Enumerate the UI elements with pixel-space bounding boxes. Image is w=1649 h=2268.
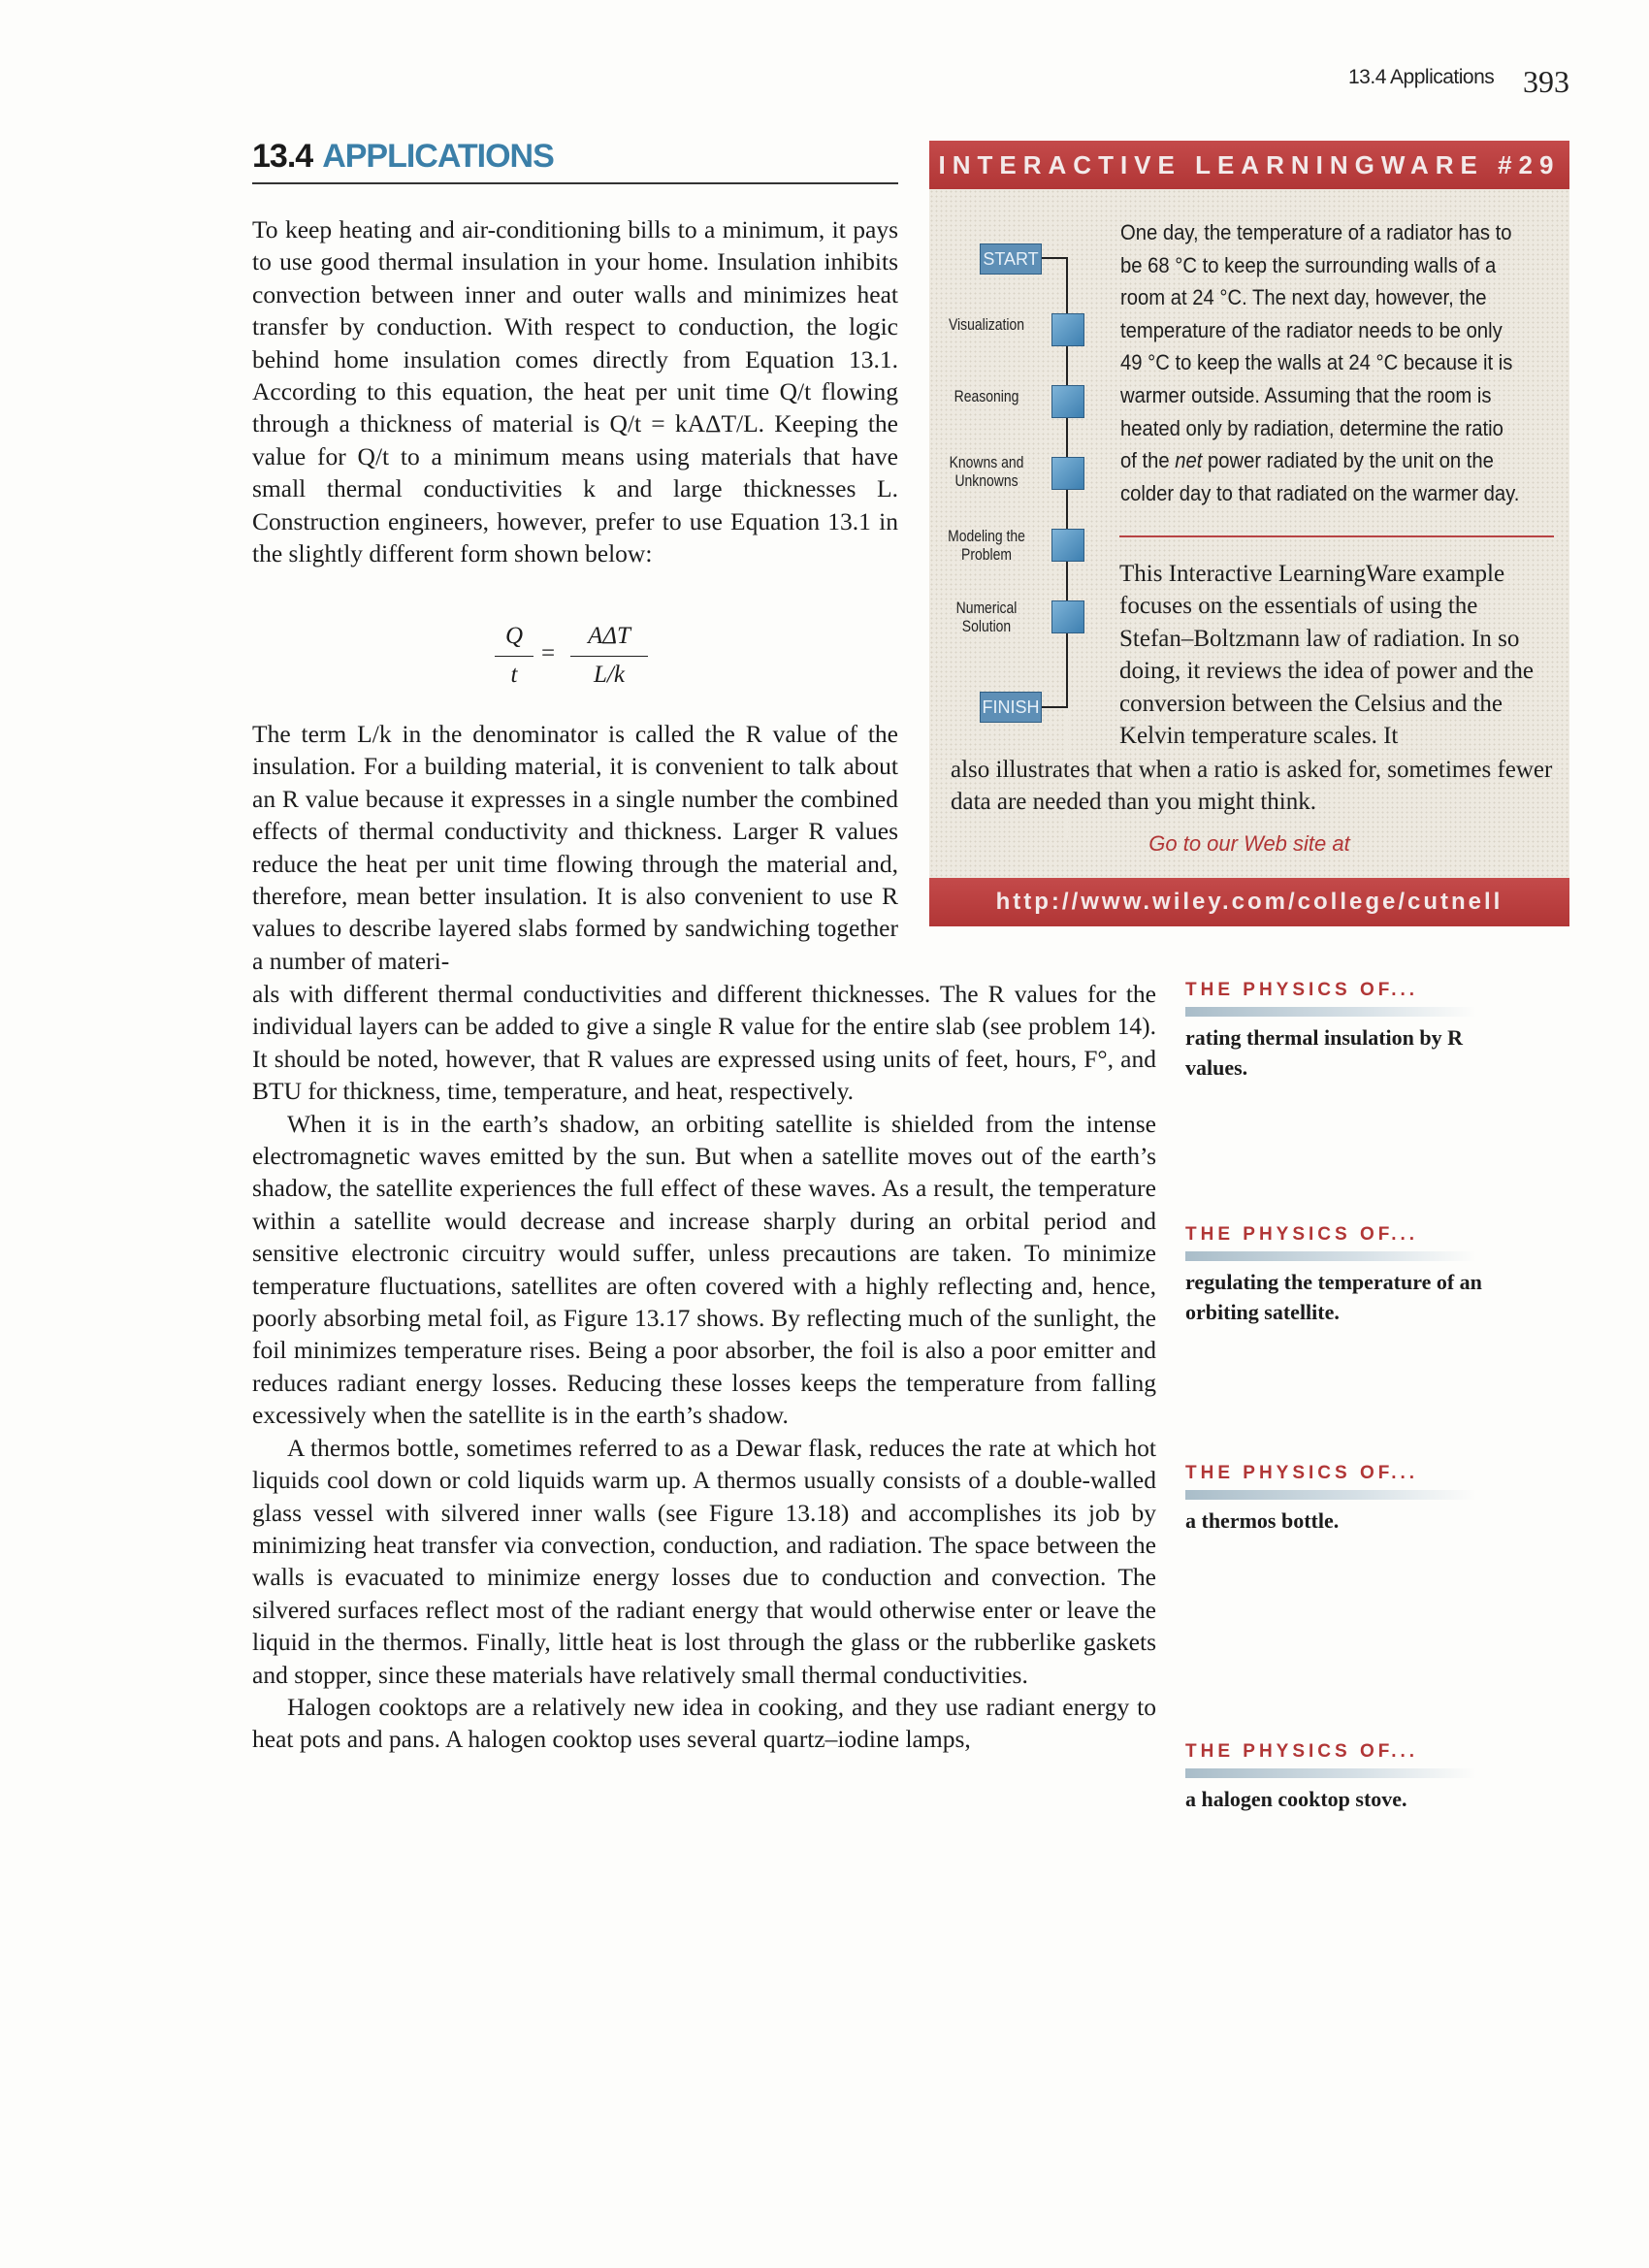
ilw-website-prompt: Go to our Web site at <box>1148 831 1350 856</box>
flow-connector <box>1040 706 1067 708</box>
section-title: APPLICATIONS <box>322 138 554 175</box>
equation-r-value <box>485 623 660 700</box>
equals-sign: = <box>541 640 556 666</box>
ilw-description-continued: also illustrates that when a ratio is asked for, sometimes fewer data are needed than you might think. <box>951 757 1553 816</box>
sidebar-bar <box>1185 1490 1476 1500</box>
equation-rhs-numerator: AΔT <box>588 623 630 649</box>
sidebar-heading: THE PHYSICS OF... <box>1185 1224 1419 1245</box>
physics-sidebar <box>1185 1224 1505 1327</box>
start-tag: START <box>980 243 1042 275</box>
step-reasoning-square <box>1051 385 1084 418</box>
intro-paragraph: To keep heating and air-conditioning bills to a minimum, it pays to use good thermal insulation in your home. Insulation inhibits convection between inner and outer walls and minimizes heat transfer by conduction. With respect to conduction, the logic behind home insulation comes directly from Equation 13.1. According to this equation, the heat per unit time Q/t flowing through a thickness of material is Q/t = kAΔT/L. Keeping the value for Q/t to a minimum means using materials that have small thermal conductivities k and large thicknesses L. Construction engineers, however, prefer to use Equation 13.1 in the slightly different form shown below: <box>252 215 898 568</box>
section-heading <box>252 138 898 184</box>
sidebar-text: a halogen cooktop stove. <box>1185 1787 1407 1811</box>
sidebar-bar <box>1185 1768 1476 1778</box>
step-modeling-square <box>1051 529 1084 562</box>
flow-connector <box>1040 257 1067 259</box>
sidebar-heading: THE PHYSICS OF... <box>1185 1463 1419 1483</box>
main-text-continued <box>252 978 1156 1756</box>
sidebar-text: regulating the temperature of an orbiting satellite. <box>1185 1270 1482 1324</box>
r-value-paragraph: The term L/k in the denominator is called the R value of the insulation. For a building material, it is convenient to talk about an R value because it expresses in a single number the combined effects of thermal conductivity and thickness. Larger R values reduce the heat per unit time flowing through the material and, therefore, mean better insulation. It is also convenient to use R values to describe layered slabs formed by sandwiching together a number of materi- <box>252 720 898 975</box>
sidebar-heading: THE PHYSICS OF... <box>1185 1741 1419 1762</box>
sidebar-text: a thermos bottle. <box>1185 1508 1340 1533</box>
page-number: 393 <box>1523 64 1569 99</box>
step-knowns-square <box>1051 457 1084 490</box>
physics-sidebar <box>1185 1741 1505 1814</box>
sidebar-bar <box>1185 1251 1476 1261</box>
equation-lhs-numerator: Q <box>504 623 524 649</box>
sidebar-bar <box>1185 1007 1476 1017</box>
step-visualization-square <box>1051 313 1084 346</box>
halogen-paragraph: Halogen cooktops are a relatively new idea in cooking, and they use radiant energy to heat pots and pans. A halogen cooktop uses several quartz–iodine lamps, <box>252 1692 1156 1754</box>
sidebar-heading: THE PHYSICS OF... <box>1185 980 1419 1000</box>
ilw-banner: INTERACTIVE LEARNINGWARE #29 <box>929 141 1569 189</box>
ilw-problem-statement: One day, the temperature of a radiator has to be 68 °C to keep the surrounding walls of a room at 24 °C. The next day, however, the temperature of the radiator needs to be only 49 °C to keep the walls at 24 °C because it is warmer outside. Assuming that the room is heated only by radiation, determine the ratio of the net power radiated by the unit on the colder day to that radiated on the warmer day. <box>1120 220 1520 505</box>
step-modeling-label: Modeling the Problem <box>948 527 1025 564</box>
section-number: 13.4 <box>252 138 313 175</box>
ilw-divider <box>1119 535 1554 537</box>
step-visualization-label: Visualization <box>948 315 1025 334</box>
running-head: 13.4 Applications <box>1348 66 1495 88</box>
thermos-paragraph: A thermos bottle, sometimes referred to as a Dewar flask, reduces the rate at which hot liquids cool down or cold liquids warm up. A thermos usually consists of a double-walled glass vessel with silvered inner walls (see Figure 13.18) and accomplishes its job by minimizing heat transfer via convection, conduction, and radiation. The space between the walls is evacuated to minimize energy losses due to conduction and convection. The silvered surfaces reflect most of the radiant energy that would otherwise enter or leave the liquid in the thermos. Finally, little heat is lost through the glass or the rubberlike gaskets and stopper, since these materials have relatively small thermal conductivities. <box>252 1433 1156 1689</box>
finish-tag: FINISH <box>980 692 1042 723</box>
ilw-url-link[interactable]: http://www.wiley.com/college/cutnell <box>929 878 1569 926</box>
physics-sidebar <box>1185 980 1505 1083</box>
fraction-bar <box>570 656 648 657</box>
sidebar-text: rating thermal insulation by R values. <box>1185 1025 1464 1080</box>
equation-rhs-denominator: L/k <box>594 662 625 688</box>
equation-lhs-denominator: t <box>510 662 518 688</box>
step-numerical-square <box>1051 600 1084 633</box>
step-knowns-label: Knowns and Unknowns <box>949 453 1024 490</box>
fraction-bar <box>495 656 534 657</box>
r-value-paragraph-continued: als with different thermal conductivities and different thicknesses. The R values for the individual layers can be added to give a single R value for the entire slab (see problem 14). It should be noted, however, that R values are expressed using units of feet, hours, F°, and BTU for thickness, time, temperature, and heat, respectively. <box>252 980 1156 1106</box>
physics-sidebar <box>1185 1463 1505 1536</box>
interactive-learningware-box <box>929 141 1569 926</box>
step-numerical-label: Numerical Solution <box>955 599 1018 635</box>
step-reasoning-label: Reasoning <box>954 387 1019 405</box>
satellite-paragraph: When it is in the earth’s shadow, an orbiting satellite is shielded from the intense electromagnetic waves emitted by the sun. But when a satellite moves out of the earth’s shadow, the satellite experiences the full effect of these waves. As a result, the temperature within a satellite would decrease and increase sharply during an orbital period and sensitive electronic circuitry would suffer, unless precautions are taken. To minimize temperature fluctuations, satellites are often covered with a highly reflecting and, hence, poorly absorbing metal foil, as Figure 13.17 shows. By reflecting much of the sunlight, the foil minimizes temperature rises. Being a poor absorber, the foil is also a poor emitter and reduces radiant energy losses. Reducing these losses keeps the temperature from falling excessively when the satellite is in the earth’s shadow. <box>252 1109 1156 1430</box>
ilw-description: This Interactive LearningWare example focuses on the essentials of using the Stefan–Boltzmann law of radiation. In so doing, it reviews the idea of power and the conversion between the Celsius and the Kelvin temperature scales. It <box>1119 561 1534 750</box>
